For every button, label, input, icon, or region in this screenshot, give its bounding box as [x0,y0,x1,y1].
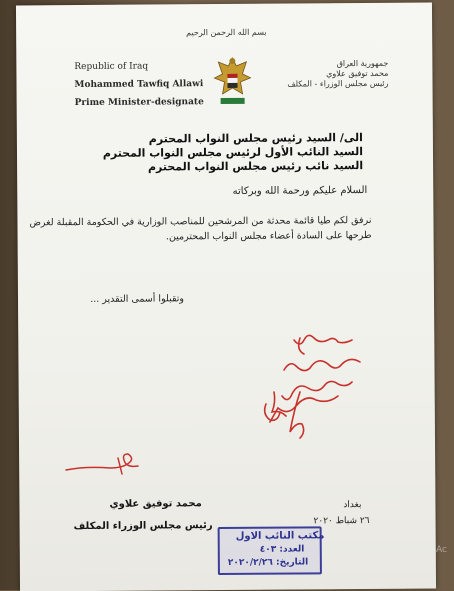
body-line-2: طرحها على السادة أعضاء مجلس النواب المحترمين. [165,229,372,243]
letter-place: بغداد [343,500,362,511]
stamp-number-line: العدد: ٤٠٣ [259,544,305,555]
arabic-header-line-2: محمد توفيق علاوي [326,68,389,79]
signatory-title: رئيس مجلس الوزراء المكلف [73,520,213,533]
document-page [16,3,436,591]
letter-date: ٢٦ شباط ٢٠٢٠ [313,516,370,527]
iraq-eagle-emblem-icon [212,54,252,110]
stamp-date-line: التاريخ: ٢٠٢٠/٢/٢٦ [227,557,309,568]
english-header-line-2: Mohammed Tawfiq Allawi [74,79,204,91]
addressee-line-1: الى/ السيد رئيس مجلس النواب المحترم [148,131,363,146]
office-stamp [218,526,325,575]
english-header-line-3: Prime Minister-designate [74,97,204,109]
greeting-line: السلام عليكم ورحمة الله وبركاته [232,185,368,197]
addressee-line-2: السيد النائب الأول لرئيس مجلس النواب المحترم [102,145,364,160]
signatory-name: محمد توفيق علاوي [109,498,202,510]
arabic-header-line-3: رئيس مجلس الوزراء - المكلف [287,78,389,89]
stamp-office-line: مكتب النائب الاول [235,530,325,542]
addressee-line-3: السيد نائب رئيس مجلس النواب المحترم [147,159,364,174]
arabic-header-line-1: جمهورية العراق [336,58,389,69]
watermark-text: Ac [436,545,447,555]
body-line-1: نرفق لكم طيا قائمة محدثة من المرشحين للمناصب الوزارية في الحكومة المقبلة لغرض [29,214,372,229]
basmala-heading: بسم الله الرحمن الرحيم [186,27,267,38]
closing-line: وتقبلوا أسمى التقدير ... [90,293,185,305]
english-header-line-1: Republic of Iraq [74,61,149,73]
